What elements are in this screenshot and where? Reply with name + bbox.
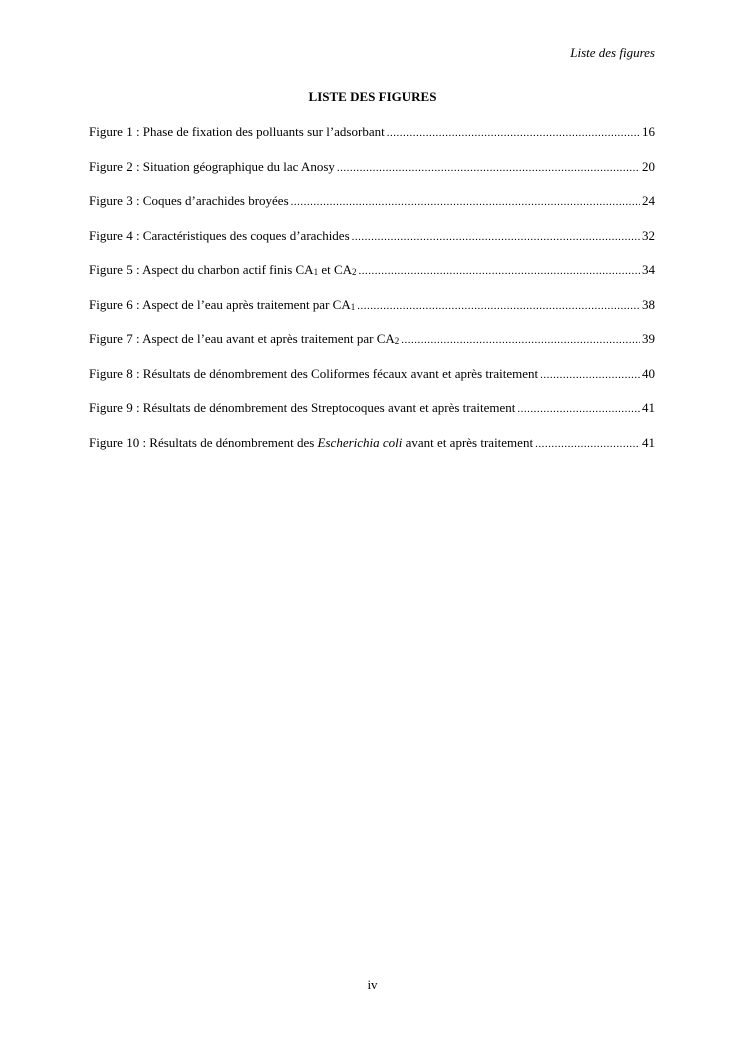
dot-leader (401, 332, 640, 348)
toc-entry-figure-10[interactable] (89, 435, 655, 470)
subscript: 2 (394, 336, 400, 346)
dot-leader (337, 160, 640, 176)
toc-entry-label: Figure 10 : Résultats de dénombrement des Escherichia coli avant et après traitement (89, 434, 534, 450)
toc-entry-page: 24 (642, 193, 655, 208)
toc-entry-figure-6[interactable] (89, 297, 655, 332)
toc-entry-figure-5[interactable] (89, 262, 655, 297)
toc-entry-label: Figure 4 : Caractéristiques des coques d’arachides (89, 227, 350, 243)
toc-entry-page: 40 (642, 365, 655, 381)
dot-leader (540, 367, 640, 383)
toc-entry-page: 20 (642, 158, 655, 174)
toc-entry-label: Figure 8 : Résultats de dénombrement des Coliformes fécaux avant et après traitement (89, 365, 539, 381)
toc-entry-page: 16 (642, 124, 655, 139)
toc-entry-page: 39 (642, 331, 655, 346)
species-name: Escherichia coli (317, 434, 403, 450)
toc-entry-page: 34 (642, 262, 655, 277)
subscript: 2 (352, 267, 357, 277)
figure-list (89, 124, 655, 469)
toc-entry-label: Figure 6 : Aspect de l’eau après traitement par $CA_1$ (89, 296, 356, 312)
page-title: LISTE DES FIGURES (308, 89, 437, 104)
toc-entry-figure-9[interactable] (89, 400, 655, 435)
toc-entry-figure-7[interactable] (89, 331, 655, 366)
dot-leader (357, 298, 640, 314)
toc-entry-label: Figure 1 : Phase de fixation des polluants sur l’adsorbant (89, 124, 385, 139)
dot-leader (535, 436, 640, 452)
dot-leader (291, 194, 640, 210)
toc-entry-page: 41 (642, 434, 655, 450)
subscript: 1 (313, 267, 319, 277)
toc-entry-page: 32 (642, 227, 655, 243)
subscript: 1 (350, 301, 356, 312)
toc-entry-label: Figure 9 : Résultats de dénombrement des Streptocoques avant et après traitement (89, 400, 516, 415)
page-number: iv (367, 977, 378, 992)
running-header: Liste des figures (570, 45, 655, 60)
toc-entry-figure-2[interactable] (89, 159, 655, 194)
toc-entry-figure-1[interactable] (89, 124, 655, 159)
toc-entry-figure-3[interactable] (89, 193, 655, 228)
toc-entry-label: Figure 3 : Coques d’arachides broyées (89, 193, 289, 208)
dot-leader (387, 125, 640, 141)
toc-entry-page: 41 (642, 400, 655, 415)
toc-entry-label: Figure 7 : Aspect de l’eau avant et après traitement par $CA_2$ (89, 331, 400, 346)
dot-leader (517, 401, 640, 417)
dot-leader (359, 263, 640, 279)
toc-entry-page: 38 (642, 296, 655, 312)
toc-entry-figure-8[interactable] (89, 366, 655, 401)
dot-leader (352, 229, 640, 245)
toc-entry-label: Figure 2 : Situation géographique du lac Anosy (89, 158, 335, 174)
toc-entry-label: Figure 5 : Aspect du charbon actif finis $CA_1$ et $CA_2$ (89, 262, 357, 277)
toc-entry-figure-4[interactable] (89, 228, 655, 263)
